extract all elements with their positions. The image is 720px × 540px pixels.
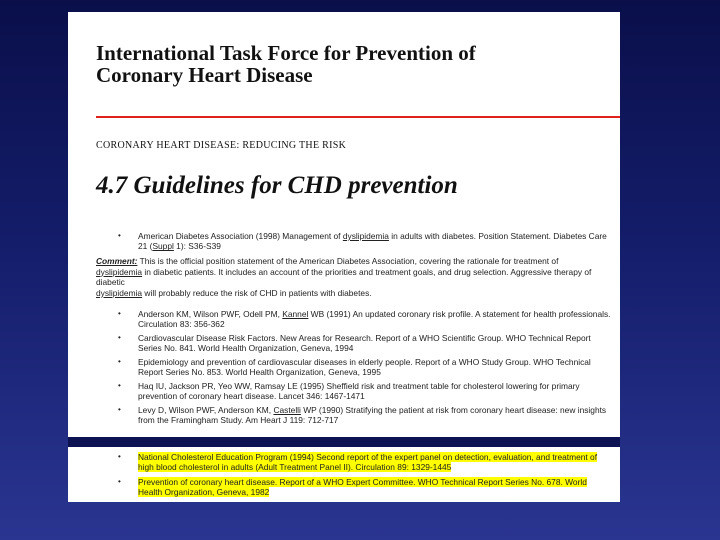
comment-link[interactable]: dyslipidemia — [96, 266, 143, 277]
comment-text: This is the official position statement of the American Diabetes Association, covering the rationale for treatment of — [137, 256, 559, 266]
bullet-icon: • — [118, 231, 121, 240]
reference-text-part: American Diabetes Association (1998) Management of — [138, 231, 343, 241]
reference-link[interactable]: Kannel — [282, 309, 309, 319]
bullet-icon: • — [118, 357, 121, 366]
comment-link[interactable]: dyslipidemia — [96, 287, 143, 298]
reference-text: Haq IU, Jackson PR, Yeo WW, Ramsay LE (1995) Sheffield risk and treatment table for cholesterol lowering for primary prevention of coronary heart disease. Lancet 346: 1467-1471 — [138, 381, 580, 402]
section-heading: 4.7 Guidelines for CHD prevention — [96, 172, 458, 199]
page-break — [68, 437, 620, 447]
reference-link[interactable]: Suppl — [152, 241, 174, 252]
reference-text — [138, 309, 616, 330]
comment-text: will probably reduce the risk of CHD in patients with diabetes. — [142, 287, 372, 298]
bullet-icon: • — [118, 477, 121, 486]
reference-text-part: Levy D, Wilson PWF, Anderson KM, — [138, 405, 274, 415]
comment-block — [96, 256, 616, 298]
slide-document-page — [68, 12, 620, 502]
comment-label: Comment: — [96, 256, 138, 266]
section-label: CORONARY HEART DISEASE: REDUCING THE RISK — [96, 140, 347, 151]
highlighted-line: Prevention of coronary heart disease. Report of a WHO Expert Committee. WHO Technical Report Series No. 678. World — [138, 477, 587, 487]
title-line-2: Coronary Heart Disease — [96, 63, 313, 87]
bullet-icon: • — [118, 333, 121, 342]
bullet-icon: • — [118, 452, 121, 461]
bullet-icon: • — [118, 405, 121, 414]
reference-text — [138, 231, 616, 252]
reference-link[interactable]: dyslipidemia — [342, 231, 389, 241]
reference-text: Epidemiology and prevention of cardiovascular diseases in elderly people. Report of a WHO Study Group. WHO Technical Report Series No. 853. World Health Organization, Geneva, 1995 — [138, 357, 591, 378]
reference-text: Cardiovascular Disease Risk Factors. New Areas for Research. Report of a WHO Scientific Group. WHO Technical Report Series No. 841. World Health Organization, Geneva, 1994 — [138, 333, 591, 354]
page-title — [96, 42, 606, 86]
reference-text — [138, 452, 616, 473]
highlighted-line: high blood cholesterol in adults (Adult Treatment Panel II). Circulation 89: 1329-1445 — [138, 462, 452, 473]
bullet-icon: • — [118, 381, 121, 390]
comment-text: in diabetic patients. It includes an account of the priorities and treatment goals, and drug selection. Aggressive therapy of diabetic — [96, 266, 592, 288]
reference-text-part: WB (1991) An updated coronary risk profile. A statement for health professionals. Circulation 83: 356-362 — [138, 309, 611, 330]
reference-text-part: 1): S36-S39 — [173, 241, 221, 252]
highlighted-line: National Cholesterol Education Program (1994) Second report of the expert panel on detection, evaluation, and treatment of — [138, 452, 598, 462]
title-line-1: International Task Force for Prevention of — [96, 41, 476, 65]
reference-text-part: WP (1990) Stratifying the patient at risk from coronary heart disease: new insights from the Framingham Study. Am Heart J 119: 712-717 — [138, 405, 607, 426]
reference-text — [138, 405, 616, 426]
bullet-icon: • — [118, 309, 121, 318]
reference-link[interactable]: Castelli — [273, 405, 301, 415]
red-divider-rule — [96, 116, 620, 118]
highlighted-line: Health Organization, Geneva, 1982 — [138, 487, 270, 498]
reference-text-part: in adults with diabetes. Position Statement. Diabetes Care 21 ( — [138, 231, 607, 252]
reference-text — [138, 477, 616, 498]
reference-text-part: Anderson KM, Wilson PWF, Odell PM, — [138, 309, 283, 319]
